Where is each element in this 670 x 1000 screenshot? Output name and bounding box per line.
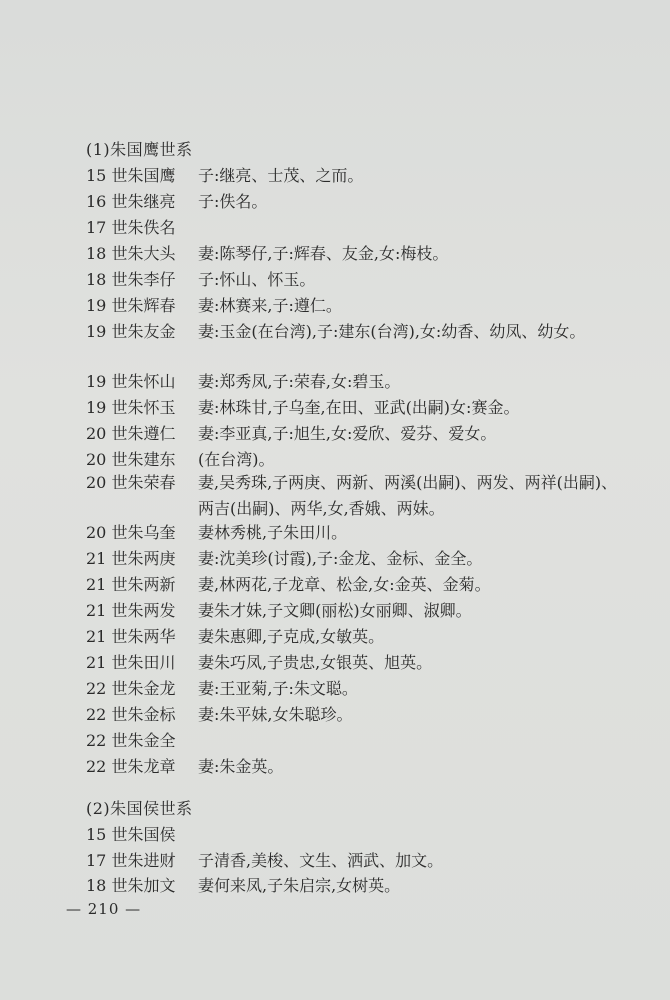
generation-name: 22 世朱金龙 — [86, 679, 176, 698]
family-description: 妻朱才妹,子文卿(丽松)女丽卿、淑卿。 — [198, 601, 472, 620]
generation-name: 21 世朱两新 — [86, 575, 176, 594]
genealogy-row — [86, 163, 626, 189]
generation-name: 21 世朱两发 — [86, 601, 176, 620]
family-description: 妻:朱平妹,女朱聪珍。 — [198, 705, 353, 724]
generation-name: 22 世朱金标 — [86, 705, 176, 724]
family-description: 妻:沈美珍(讨霞),子:金龙、金标、金全。 — [198, 549, 483, 568]
family-description: 子清香,美梭、文生、洒武、加文。 — [198, 851, 444, 870]
family-description: 妻朱惠卿,子克成,女敏英。 — [198, 627, 385, 646]
family-description: 妻何来凤,子朱启宗,女树英。 — [198, 876, 401, 895]
genealogy-row — [86, 848, 626, 874]
genealogy-row — [86, 395, 626, 421]
family-description — [198, 822, 626, 848]
generation-name: 18 世朱加文 — [86, 876, 176, 895]
family-description: 妻:玉金(在台湾),子:建东(台湾),女:幼香、幼凤、幼女。 — [198, 322, 586, 341]
generation-name: 17 世朱佚名 — [86, 218, 176, 237]
section-title-2: (2)朱国侯世系 — [86, 799, 193, 818]
family-description: 子:佚名。 — [198, 192, 268, 211]
generation-name: 20 世朱遵仁 — [86, 424, 176, 443]
family-description: 妻朱巧凤,子贵忠,女银英、旭英。 — [198, 653, 433, 672]
genealogy-row — [86, 650, 626, 676]
family-description: 妻:林赛来,子:遵仁。 — [198, 296, 342, 315]
genealogy-row — [86, 702, 626, 728]
genealogy-row — [86, 546, 626, 572]
generation-name: 22 世朱金全 — [86, 731, 176, 750]
genealogy-row — [86, 676, 626, 702]
generation-name: 20 世朱荣春 — [86, 473, 176, 492]
generation-name: 21 世朱两华 — [86, 627, 176, 646]
generation-name: 19 世朱怀玉 — [86, 398, 176, 417]
genealogy-row — [86, 598, 626, 624]
generation-name: 21 世朱田川 — [86, 653, 176, 672]
genealogy-row — [86, 369, 626, 395]
generation-name: 15 世朱国鹰 — [86, 166, 176, 185]
genealogy-row — [86, 421, 626, 447]
genealogy-row — [86, 241, 626, 267]
genealogy-row — [86, 470, 626, 522]
genealogy-row — [86, 293, 626, 319]
genealogy-row — [86, 520, 626, 546]
generation-name: 20 世朱乌奎 — [86, 523, 176, 542]
family-description: 妻:王亚菊,子:朱文聪。 — [198, 679, 358, 698]
genealogy-row — [86, 822, 626, 848]
family-description: 子:怀山、怀玉。 — [198, 270, 316, 289]
genealogy-row — [86, 754, 626, 780]
generation-name: 18 世朱李仔 — [86, 270, 176, 289]
genealogy-row — [86, 873, 626, 899]
genealogy-row — [86, 572, 626, 598]
family-description: 子:继亮、士茂、之而。 — [198, 166, 364, 185]
generation-name: 17 世朱进财 — [86, 851, 176, 870]
family-description: 妻:朱金英。 — [198, 757, 284, 776]
generation-name: 18 世朱大头 — [86, 244, 176, 263]
section-title-1: (1)朱国鹰世系 — [86, 140, 193, 159]
family-description: 妻,吴秀珠,子两庚、两新、两溪(出嗣)、两发、两祥(出嗣)、两吉(出嗣)、两华,女,香娥、两妹。 — [198, 473, 618, 518]
family-description: 妻林秀桃,子朱田川。 — [198, 523, 348, 542]
generation-name: 16 世朱继亮 — [86, 192, 176, 211]
family-description — [198, 215, 626, 241]
generation-name: 15 世朱国侯 — [86, 825, 176, 844]
generation-name: 22 世朱龙章 — [86, 757, 176, 776]
generation-name: 21 世朱两庚 — [86, 549, 176, 568]
generation-name: 20 世朱建东 — [86, 450, 176, 469]
family-description: (在台湾)。 — [198, 450, 275, 469]
generation-name: 19 世朱辉春 — [86, 296, 176, 315]
genealogy-row — [86, 215, 626, 241]
genealogy-row — [86, 728, 626, 754]
genealogy-row — [86, 267, 626, 293]
genealogy-row — [86, 624, 626, 650]
generation-name: 19 世朱友金 — [86, 322, 176, 341]
family-description: 妻:陈琴仔,子:辉春、友金,女:梅枝。 — [198, 244, 449, 263]
family-description: 妻,林两花,子龙章、松金,女:金英、金菊。 — [198, 575, 491, 594]
generation-name: 19 世朱怀山 — [86, 372, 176, 391]
family-description: 妻:林珠甘,子乌奎,在田、亚武(出嗣)女:赛金。 — [198, 398, 520, 417]
genealogy-row — [86, 319, 626, 345]
page-number: — 210 — — [66, 900, 142, 918]
genealogy-row — [86, 189, 626, 215]
family-description: 妻:郑秀凤,子:荣春,女:碧玉。 — [198, 372, 401, 391]
family-description: 妻:李亚真,子:旭生,女:爱欣、爱芬、爱女。 — [198, 424, 497, 443]
family-description — [198, 728, 626, 754]
